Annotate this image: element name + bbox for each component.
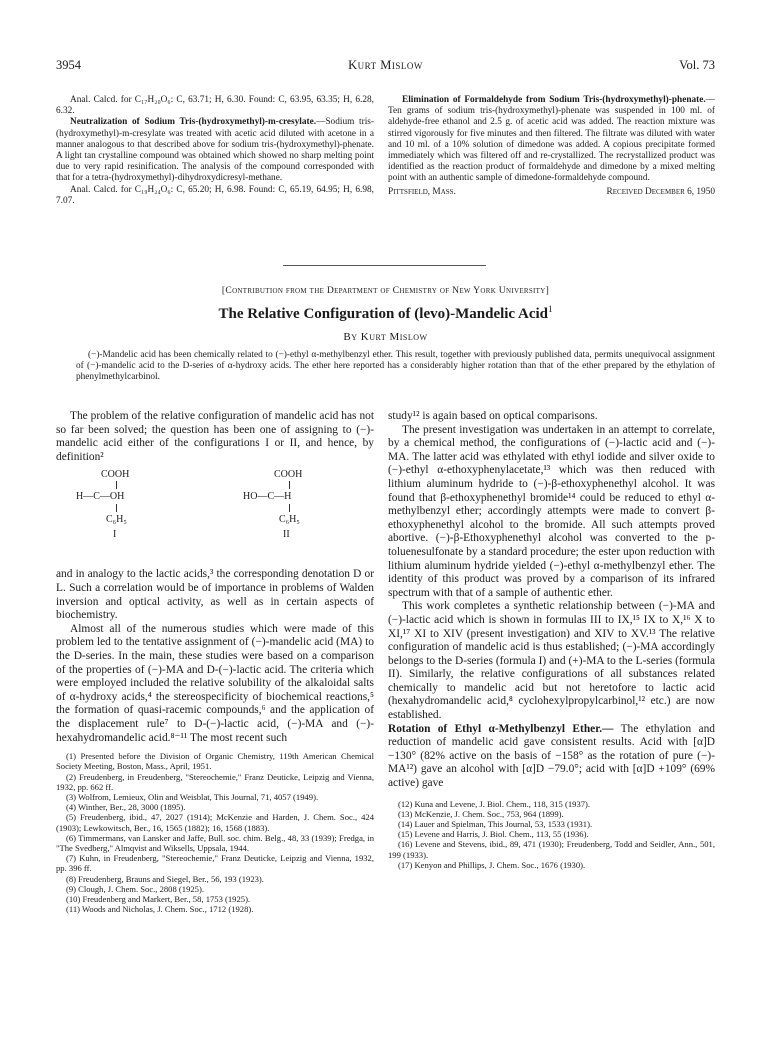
abstract: (−)-Mandelic acid has been chemically related to (−)-ethyl α-methylbenzyl ether. This result, together with previously published data, permits unequivocal assignment of (−)-mandelic acid to the D-series of α-hydroxy acids. The ether here reported has a considerably higher rotation than that of the ether prepared by the ethylation of phenylmethylcarbinol. (76, 350, 715, 383)
paragraph-synthesis: This work completes a synthetic relationship between (−)-MA and (−)-lactic acid which is shown in formulas III to IX,¹⁵ IX to X,¹⁶ X to XI,¹⁷ XI to XIV (present investigation) and XIV to XV.¹³ The relative configuration of mandelic acid is thus established; (−)-MA accordingly belongs to the D-series (formula I) and (+)-MA to the L-series (formula II). Similarly, the relative configurations of all substances related chemically to mandelic acid but not heretofore to lactic acid (hexahydromandelic acid,⁸ cyclohexylpropylcarbinol,¹² etc.) are now established. (388, 600, 715, 722)
paragraph-investigation: The present investigation was undertaken in an attempt to correlate, by a chemical method, the configurations of (−)-lactic acid and (−)-MA. The latter acid was ethylated with ethyl iodide and silver oxide to (−)-ethyl α-ethoxyphenylacetate,¹³ which was then reduced with lithium aluminum hydride to (−)-β-ethoxyphenethyl alcohol. It was found that β-ethoxyphenethyl bromide¹⁴ could be reduced to ethyl α-methylbenzyl ether; accordingly attempts were made to convert β-ethoxyphenethyl alcohol to the bromide. All such attempts proved abortive. (−)-β-Ethoxyphenethyl alcohol was converted to the p-toluenesulfonate by a standard procedure; the ester upon reduction with lithium aluminum hydride yielded (−)-ethyl α-methylbenzyl ether. The identity of this product was proved by a comparison of its infrared spectrum with that of a sample of authentic ether. (388, 423, 715, 599)
paragraph-text: The ethylation and reduction of mandelic acid gave consistent results. Acid with [α]D −130° (82% active on the basis of −158° as the rotation of pure (−)-MA¹²) gave an alcohol with [α]D −79.0°; acid with [α]D +109° (69% active) gave (388, 722, 715, 790)
footnote: (7) Kuhn, in Freudenberg, "Stereochemie," Franz Deuticke, Leipzig and Vienna, 1932, pp. 396 ff. (56, 853, 374, 874)
footnote: (14) Lauer and Spielman, This Journal, 53, 1533 (1931). (398, 819, 593, 830)
footnote: (3) Wolfrom, Lemieux, Olin and Weisblat, This Journal, 71, 4057 (1949). (66, 791, 319, 802)
formula-I-top: COOH (101, 469, 130, 481)
previous-article-right-column (388, 95, 715, 198)
formula-II-bottom: C₆H₅ (279, 514, 300, 526)
paragraph-1: The problem of the relative configuration of mandelic acid has not so far been solved; the question has been one of assigning to (−)-mandelic acid either of the configurations I or II, and hence, by definition² (56, 410, 374, 463)
footnote: (2) Freudenberg, in Freudenberg, "Stereochemie," Franz Deuticke, Leipzig and Vienna, 1932, pp. 662 ff. (56, 771, 374, 792)
footnote: (17) Kenyon and Phillips, J. Chem. Soc., 1676 (1930). (398, 859, 586, 870)
running-title: Kurt Mislow (348, 58, 423, 72)
paragraph-text: —Sodium tris-(hydroxymethyl)-m-cresylate was treated with acetic acid diluted with acetone in a manner analogous to that described above for sodium tris-(hydroxymethyl)-phenate. A light tan crystalline compound was obtained which showed no sharp melting point due to very rapid resinification. The analysis of the compound corresponded with that for a tetra-(hydroxymethyl)-dihydroxydicresyl-methane. (56, 117, 375, 184)
signature-line (388, 187, 715, 198)
footnote: (16) Levene and Stevens, ibid., 89, 471 (1930); Freudenberg, Todd and Seidler, Ann., 501, 199 (1933). (388, 839, 715, 860)
footnote: (11) Woods and Nicholas, J. Chem. Soc., 1712 (1928). (66, 904, 254, 915)
analysis-paragraph: Anal. Calcd. for C₁₇H₂₀O₆: C, 63.71; H, 6.30. Found: C, 63.95, 63.35; H, 6.28, 6.32. (56, 95, 374, 117)
formula-I-bond-bottom (116, 504, 117, 512)
footnotes-left (56, 751, 374, 914)
section-heading: Neutralization of Sodium Tris-(hydroxymethyl)-m-cresylate. (70, 117, 317, 128)
footnote: (8) Freudenberg, Brauns and Siegel, Ber., 56, 193 (1923). (66, 873, 264, 884)
byline: By Kurt Mislow (343, 331, 428, 343)
page-number: 3954 (56, 58, 81, 72)
footnote: (10) Freudenberg and Markert, Ber., 58, 1753 (1925). (66, 893, 251, 904)
location: Pittsfield, Mass. (388, 186, 456, 197)
formula-I-middle: H—C—OH (76, 491, 125, 503)
footnotes-right (388, 799, 715, 870)
formula-I-bottom: C₆H₅ (106, 514, 127, 526)
analysis-paragraph-2: Anal. Calcd. for C₁₉H₂₄O₆: C, 65.20; H, 6.98. Found: C, 65.19, 64.95; H, 6.98, 7.07. (56, 184, 374, 206)
footnote: (1) Presented before the Division of Organic Chemistry, 119th American Chemical Society Meeting, Boston, Mass., April, 1951. (56, 751, 374, 772)
running-header (56, 58, 715, 74)
section-heading: Elimination of Formaldehyde from Sodium Tris-(hydroxymethyl)-phenate. (402, 95, 706, 105)
configuration-formulas (56, 468, 374, 566)
article-title (56, 304, 715, 323)
paragraph-text: —Ten grams of sodium tris-(hydroxymethyl)-phenate was suspended in 100 ml. of aldehyde-free ethanol and 2.5 g. of acetic acid was added. The reaction mixture was stirred vigorously for five minutes and then filtered. The filtrate was diluted with water and 10 ml. of a 10% solution of dimedone was added. A copious precipitate formed immediately which was filtered off and re-crystallized. The recrystallized product was identified as the reaction product of formaldehyde and dimedone by a mixed melting point with an authentic sample of dimedone-formaldehyde compound. (388, 95, 715, 184)
main-right-column (388, 410, 715, 870)
formula-II-top: COOH (274, 469, 303, 481)
contribution-line: [Contribution from the Department of Chemistry of New York University] (221, 285, 550, 296)
formula-I-bond-top (116, 481, 117, 489)
main-left-column (56, 410, 374, 914)
formula-II-bond-top (289, 481, 290, 489)
previous-article-left-column (56, 95, 374, 207)
elimination-paragraph (388, 95, 715, 185)
title-footnote-mark: 1 (548, 304, 553, 314)
title-text: The Relative Configuration of (levo)-Mandelic Acid (218, 306, 549, 322)
section-heading: Rotation of Ethyl α-Methylbenzyl Ether.— (388, 722, 614, 735)
formula-II-bond-bottom (289, 504, 290, 512)
footnote: (12) Kuna and Levene, J. Biol. Chem., 118, 315 (1937). (398, 798, 591, 809)
footnote: (13) McKenzie, J. Chem. Soc., 753, 964 (1899). (398, 808, 564, 819)
footnote: (6) Timmermans, van Lansker and Jaffe, Bull. soc. chim. Belg., 48, 33 (1939); Fredga, in "The Svedberg," Almqvist and Wiksells, Uppsala, 1944. (56, 832, 374, 853)
paragraph-continued: study¹² is again based on optical comparisons. (388, 410, 598, 422)
footnote: (9) Clough, J. Chem. Soc., 2808 (1925). (66, 883, 204, 894)
footnote: (4) Winther, Ber., 28, 3000 (1895). (66, 802, 186, 813)
footnote: (5) Freudenberg, ibid., 47, 2027 (1914); McKenzie and Harden, J. Chem. Soc., 424 (1903); Lewkowitsch, Ber., 16, 1565 (1882); 16, 1568 (1883). (56, 812, 374, 833)
formula-II-label: II (283, 529, 290, 541)
volume-label: Vol. 73 (679, 58, 715, 72)
paragraph-rotation (388, 723, 715, 791)
neutralization-paragraph (56, 117, 374, 184)
paragraph-2: and in analogy to the lactic acids,³ the corresponding denotation D or L. Such a correlation would be of importance in problems of Walden inversion and optical activity, as well as in certain aspects of biochemistry. (56, 568, 374, 622)
paragraph-3: Almost all of the numerous studies which were made of this problem led to the tentative assignment of (−)-mandelic acid (MA) to the D-series. In the main, these studies were based on a comparison of the properties of (−)-MA and D-(−)-lactic acid. The criteria which were employed included the relative solubility of the alkaloidal salts of α-hydroxy acids,⁴ the stereospecificity of biochemical reactions,⁵ the formation of quasi-racemic compounds,⁶ and the application of the displacement rule⁷ to D-(−)-lactic acid, (−)-MA and (−)-hexahydromandelic acid.⁸⁻¹¹ The most recent such (56, 622, 374, 744)
formula-II-middle: HO—C—H (243, 491, 292, 503)
received-date: Received December 6, 1950 (606, 186, 715, 197)
article-divider (283, 265, 486, 266)
footnote: (15) Levene and Harris, J. Biol. Chem., 113, 55 (1936). (398, 829, 589, 840)
formula-I-label: I (113, 529, 117, 541)
